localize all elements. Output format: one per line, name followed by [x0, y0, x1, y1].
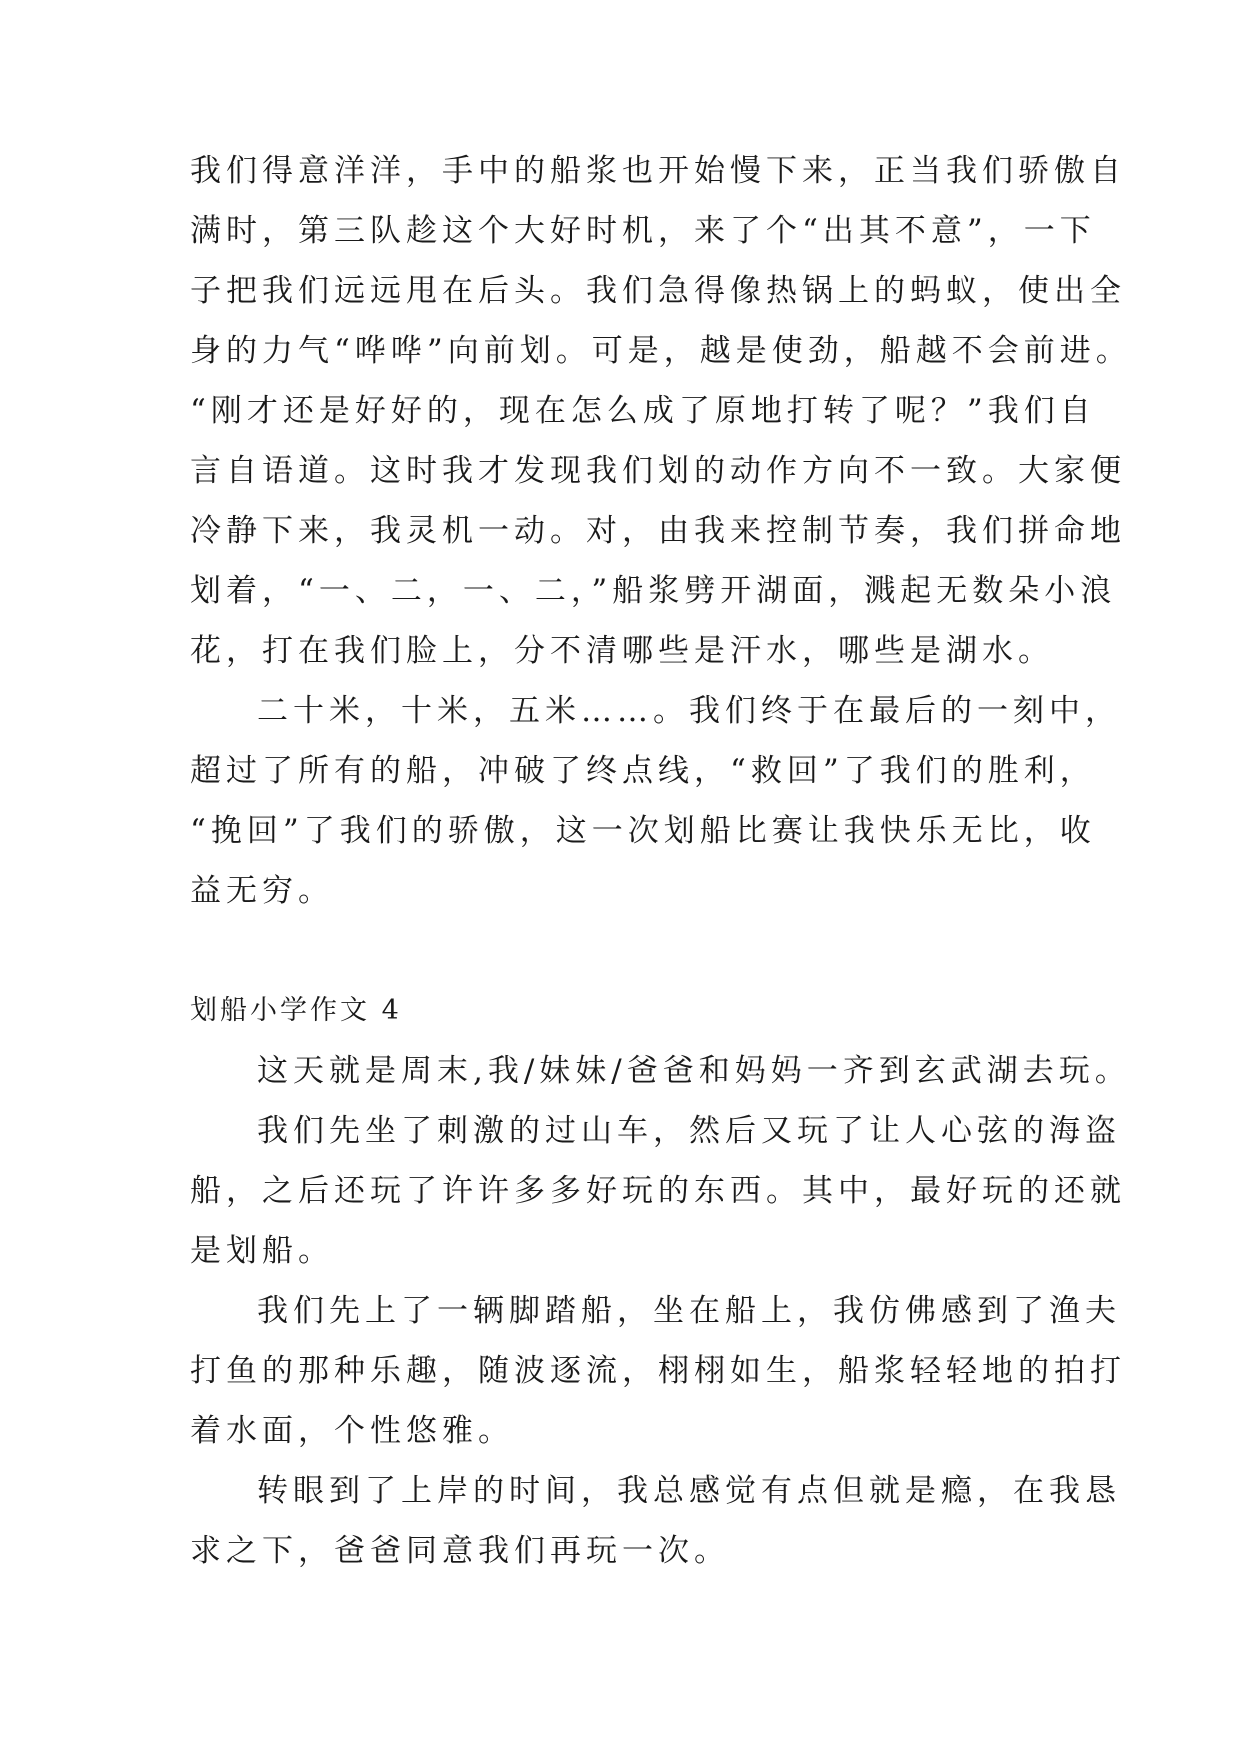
paragraph-line: 我们先坐了刺激的过山车，然后又玩了让人心弦的海盗	[257, 1113, 1121, 1149]
paragraph-line: 益无穷。	[190, 873, 334, 909]
paragraph-line: 转眼到了上岸的时间，我总感觉有点但就是瘾，在我恳	[257, 1473, 1121, 1509]
paragraph-line: 花，打在我们脸上，分不清哪些是汗水，哪些是湖水。	[190, 633, 1054, 669]
paragraph-line: 我们得意洋洋，手中的船浆也开始慢下来，正当我们骄傲自	[190, 153, 1126, 189]
paragraph-line: 子把我们远远甩在后头。我们急得像热锅上的蚂蚁，使出全	[190, 273, 1126, 309]
paragraph-line: 着水面，个性悠雅。	[190, 1413, 514, 1449]
paragraph-line: 冷静下来，我灵机一动。对，由我来控制节奏，我们拼命地	[190, 513, 1126, 549]
paragraph-line: 超过了所有的船，冲破了终点线，“救回”了我们的胜利，	[190, 753, 1096, 789]
paragraph-line: 划着，“一、二，一、二，”船浆劈开湖面，溅起无数朵小浪	[190, 573, 1117, 609]
paragraph-line: 身的力气“哗哗”向前划。可是，越是使劲，船越不会前进。	[190, 333, 1132, 369]
paragraph-line: 是划船。	[190, 1233, 334, 1269]
paragraph-line: 这天就是周末,我/妹妹/爸爸和妈妈一齐到玄武湖去玩。	[257, 1053, 1131, 1089]
paragraph-line: 我们先上了一辆脚踏船，坐在船上，我仿佛感到了渔夫	[257, 1293, 1121, 1329]
section-heading: 划船小学作文 4	[190, 995, 402, 1026]
paragraph-line: 求之下，爸爸同意我们再玩一次。	[190, 1533, 730, 1569]
paragraph-line: “刚才还是好好的，现在怎么成了原地打转了呢？”我们自	[190, 393, 1096, 429]
paragraph-line: 船，之后还玩了许许多多好玩的东西。其中，最好玩的还就	[190, 1173, 1126, 1209]
paragraph-line: 二十米，十米，五米……。我们终于在最后的一刻中，	[257, 693, 1121, 729]
paragraph-line: 打鱼的那种乐趣，随波逐流，栩栩如生，船浆轻轻地的拍打	[190, 1353, 1126, 1389]
paragraph-line: 言自语道。这时我才发现我们划的动作方向不一致。大家便	[190, 453, 1126, 489]
paragraph-line: “挽回”了我们的骄傲，这一次划船比赛让我快乐无比，收	[190, 813, 1096, 849]
paragraph-line: 满时，第三队趁这个大好时机，来了个“出其不意”，一下	[190, 213, 1096, 249]
